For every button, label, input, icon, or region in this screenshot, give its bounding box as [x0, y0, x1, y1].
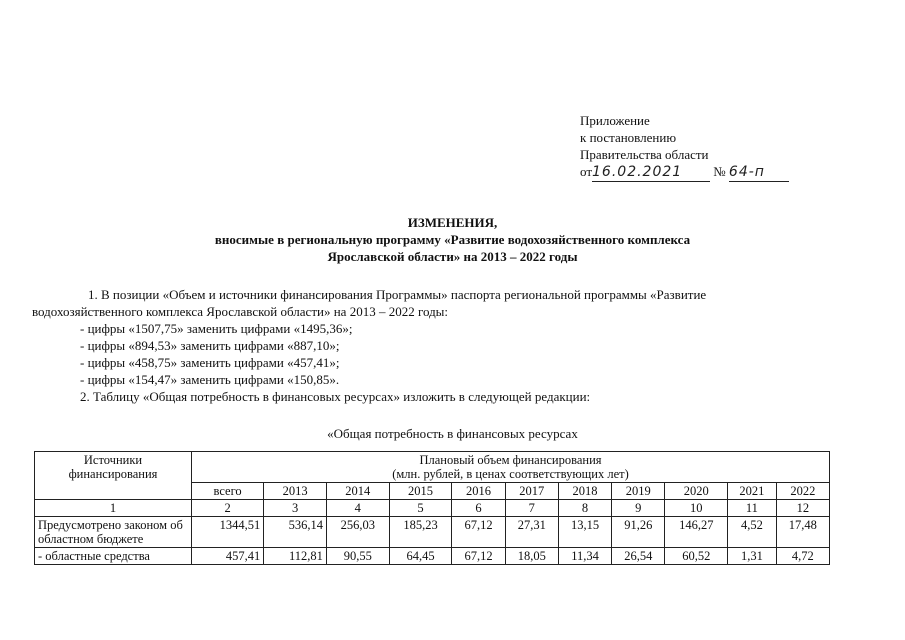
column-number: 11	[728, 500, 777, 517]
number-sign: №	[713, 164, 726, 179]
column-header: 2020	[665, 483, 728, 500]
table-cell: 27,31	[505, 517, 558, 548]
column-number: 6	[452, 500, 505, 517]
table-caption: «Общая потребность в финансовых ресурсах	[327, 426, 578, 441]
table-cell: 146,27	[665, 517, 728, 548]
column-header: 2021	[728, 483, 777, 500]
financing-table	[34, 451, 830, 565]
date-prefix: от	[580, 164, 593, 179]
column-number: 8	[558, 500, 611, 517]
column-number: 7	[505, 500, 558, 517]
table-header-row	[35, 452, 830, 483]
header-planned-units: (млн. рублей, в ценах соответствующих лет)	[392, 467, 629, 481]
table-cell: 1344,51	[192, 517, 264, 548]
table-cell: 60,52	[665, 548, 728, 565]
table-cell: 90,55	[326, 548, 389, 565]
table-cell: 457,41	[192, 548, 264, 565]
table-cell: 13,15	[558, 517, 611, 548]
appendix-line-3: Правительства области	[580, 147, 709, 162]
title-line-2: вносимые в региональную программу «Развитие водохозяйственного комплекса	[214, 232, 691, 247]
table-cell: 4,52	[728, 517, 777, 548]
table-numbering-row	[35, 500, 830, 517]
bullet-item: - цифры «154,47» заменить цифрами «150,85».	[80, 372, 340, 387]
table-cell: 67,12	[452, 548, 505, 565]
row-label: Предусмотрено законом об областном бюджете	[35, 517, 192, 548]
header-planned-title: Плановый объем финансирования	[419, 453, 602, 467]
document-title	[0, 214, 905, 265]
column-header: 2022	[776, 483, 829, 500]
paragraph-1-line-2: водохозяйственного комплекса Ярославской области» на 2013 – 2022 годы:	[32, 304, 449, 319]
column-number: 2	[192, 500, 264, 517]
column-number: 1	[35, 500, 192, 517]
table-cell: 26,54	[612, 548, 665, 565]
table-cell: 185,23	[389, 517, 452, 548]
column-number: 12	[776, 500, 829, 517]
column-header: 2015	[389, 483, 452, 500]
column-number: 3	[264, 500, 327, 517]
table-cell: 17,48	[776, 517, 829, 548]
appendix-line-1: Приложение	[580, 113, 650, 128]
title-line-3: Ярославской области» на 2013 – 2022 годы	[327, 249, 578, 264]
bullet-item: - цифры «894,53» заменить цифрами «887,10»;	[80, 338, 340, 353]
bullet-item: - цифры «1507,75» заменить цифрами «1495,36»;	[80, 321, 353, 336]
handwritten-number: 64-п	[729, 164, 789, 182]
table-cell: 536,14	[264, 517, 327, 548]
bullet-item: - цифры «458,75» заменить цифрами «457,41»;	[80, 355, 340, 370]
paragraph-1-line-1: 1. В позиции «Объем и источники финансирования Программы» паспорта региональной программы «Развитие	[88, 287, 707, 302]
title-line-1: ИЗМЕНЕНИЯ,	[407, 215, 498, 230]
table-cell: 67,12	[452, 517, 505, 548]
appendix-date-line	[580, 163, 789, 182]
table-cell: 64,45	[389, 548, 452, 565]
table-cell: 11,34	[558, 548, 611, 565]
table-cell: 112,81	[264, 548, 327, 565]
paragraph-2: 2. Таблицу «Общая потребность в финансовых ресурсах» изложить в следующей редакции:	[80, 389, 591, 404]
column-number: 5	[389, 500, 452, 517]
handwritten-date: 16.02.2021	[592, 164, 710, 182]
column-header: 2019	[612, 483, 665, 500]
header-planned	[192, 452, 830, 483]
table-row	[35, 548, 830, 565]
table-row	[35, 517, 830, 548]
paragraph-1	[32, 286, 832, 405]
column-header: 2014	[326, 483, 389, 500]
column-number: 4	[326, 500, 389, 517]
table-cell: 256,03	[326, 517, 389, 548]
appendix-line-2: к постановлению	[580, 130, 677, 145]
header-source: Источники финансирования	[35, 452, 192, 500]
column-number: 10	[665, 500, 728, 517]
row-label: - областные средства	[35, 548, 192, 565]
table-cell: 18,05	[505, 548, 558, 565]
column-header: 2016	[452, 483, 505, 500]
column-header: всего	[192, 483, 264, 500]
column-header: 2013	[264, 483, 327, 500]
column-header: 2017	[505, 483, 558, 500]
table-cell: 1,31	[728, 548, 777, 565]
column-number: 9	[612, 500, 665, 517]
appendix-block	[580, 112, 789, 182]
table-cell: 91,26	[612, 517, 665, 548]
table-cell: 4,72	[776, 548, 829, 565]
column-header: 2018	[558, 483, 611, 500]
